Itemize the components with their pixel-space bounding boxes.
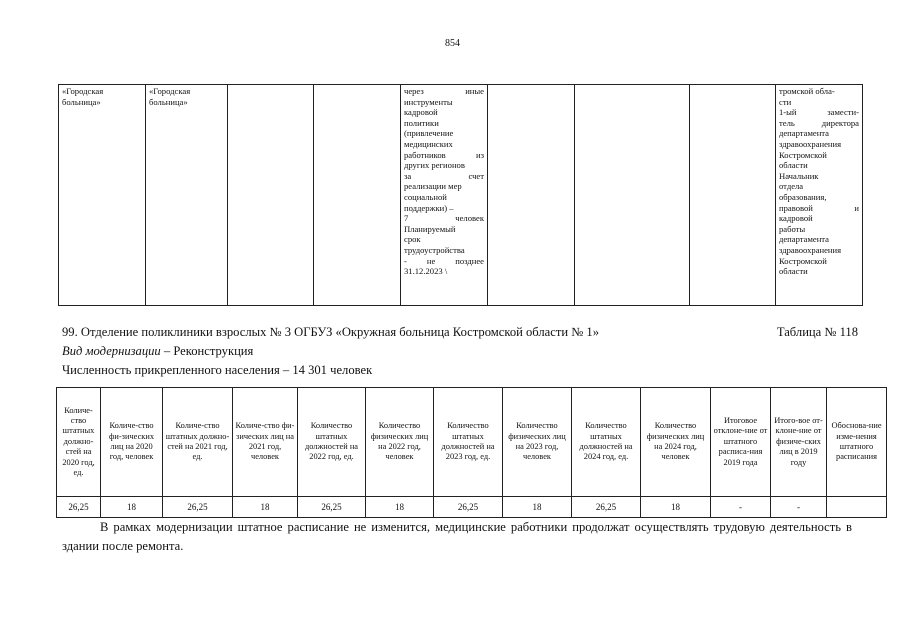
cell-line: «Городская — [149, 86, 191, 96]
cell-col6 — [488, 85, 575, 306]
table-cell: 18 — [366, 497, 434, 518]
column-header: Количе-ство штатных должно-стей на 2020 год, ед. — [57, 388, 101, 497]
cell-line: образования, — [779, 191, 827, 202]
cell-line: больница» — [62, 96, 101, 107]
table-cell: 26,25 — [163, 497, 233, 518]
cell-line: Костромской — [779, 149, 827, 160]
cell-line: сти — [779, 96, 792, 107]
cell-line: отдела — [779, 181, 804, 192]
column-header: Итого-вое от-клоне-ние от физиче-ских лиц в 2019 году — [771, 388, 827, 497]
cell-line: 1-ый замести- — [779, 107, 859, 118]
section-heading — [62, 325, 858, 340]
column-header: Обоснова-ние изме-нения штатного расписания — [827, 388, 887, 497]
column-header: Количество физических лиц на 2022 год, человек — [366, 388, 434, 497]
paragraph-text: В рамках модернизации штатное расписание не изменится, медицинские работники продолжат осуществлять трудовую деятельность в здании после ремонта. — [62, 520, 852, 553]
cell-line: правовой и — [779, 202, 859, 213]
cell-line: трудоустройства — [404, 244, 465, 255]
cell-line: тель директора — [779, 117, 859, 128]
table-cell: 26,25 — [298, 497, 366, 518]
cell-line: 31.12.2023 \ — [404, 266, 448, 277]
cell-col8 — [690, 85, 776, 306]
cell-line: «Городская — [62, 86, 104, 96]
cell-line: кадровой — [779, 213, 813, 224]
cell-line: реализации мер — [404, 181, 462, 192]
cell-line: здравоохранения — [779, 138, 842, 149]
cell-line: других регионов — [404, 160, 465, 171]
cell-col9 — [776, 85, 863, 306]
cell-line: инструменты — [404, 96, 453, 107]
column-header: Количество штатных должностей на 2024 год, ед. — [572, 388, 641, 497]
staff-table-header — [57, 388, 887, 497]
cell-line: кадровой — [404, 107, 438, 118]
cell-line: срок — [404, 234, 421, 245]
section-title: 99. Отделение поликлиники взрослых № 3 ОГБУЗ «Окружная больница Костромской области № 1» — [62, 325, 600, 339]
column-header: Количество штатных должностей на 2023 год, ед. — [434, 388, 503, 497]
cell-line: медицинских — [404, 138, 453, 149]
column-header: Количе-ство штатных должно-стей на 2021 год, ед. — [163, 388, 233, 497]
cell-line: работы — [779, 223, 806, 234]
table-row — [57, 497, 887, 518]
column-header: Итоговое отклоне-ние от штатного расписа-ния 2019 года — [711, 388, 771, 497]
table-cell: 18 — [233, 497, 298, 518]
column-header: Количество физических лиц на 2023 год, человек — [503, 388, 572, 497]
staff-table — [56, 387, 887, 518]
table-cell: - — [771, 497, 827, 518]
cell-line: Планируемый — [404, 223, 456, 234]
cell-col2 — [146, 85, 228, 306]
cell-line: области — [779, 266, 808, 277]
cell-line: за счет — [404, 170, 484, 181]
continuation-table — [58, 84, 863, 306]
cell-col7 — [575, 85, 690, 306]
cell-col5 — [401, 85, 488, 306]
modernization-label: Вид модернизации — [62, 344, 161, 358]
cell-line: области — [779, 160, 808, 171]
page-number: 854 — [445, 38, 460, 49]
table-cell: 18 — [101, 497, 163, 518]
cell-line: больница» — [149, 96, 188, 107]
table-cell: 26,25 — [572, 497, 641, 518]
cell-line: Начальник — [779, 170, 819, 181]
cell-col4 — [314, 85, 401, 306]
cell-line: социальной — [404, 191, 447, 202]
column-header: Количество штатных должностей на 2022 год, ед. — [298, 388, 366, 497]
cell-line: здравоохранения — [779, 244, 842, 255]
cell-line: Костромской — [779, 255, 827, 266]
cell-col1 — [59, 85, 146, 306]
column-header: Количе-ство фи-зических лиц на 2020 год, человек — [101, 388, 163, 497]
cell-line: через иные — [404, 86, 484, 96]
table-cell: 26,25 — [57, 497, 101, 518]
modernization-value: – Реконструкция — [160, 344, 254, 358]
body-paragraph — [62, 518, 852, 556]
table-cell: - — [711, 497, 771, 518]
table-cell: 18 — [641, 497, 711, 518]
cell-line: тромской обла- — [779, 86, 835, 96]
cell-line: 7 человек — [404, 213, 484, 224]
modernization-type — [62, 344, 253, 359]
cell-line: департамента — [779, 234, 829, 245]
table-cell: 18 — [503, 497, 572, 518]
column-header: Количество физических лиц на 2024 год, человек — [641, 388, 711, 497]
cell-line: поддержки) – — [404, 202, 454, 213]
table-cell — [827, 497, 887, 518]
cell-line: департамента — [779, 128, 829, 139]
column-header: Количе-ство фи-зических лиц на 2021 год, человек — [233, 388, 298, 497]
cell-line: - не позднее — [404, 255, 484, 266]
table-number: Таблица № 118 — [776, 325, 858, 339]
cell-line: (привлечение — [404, 128, 454, 139]
cell-line: политики — [404, 117, 439, 128]
table-cell: 26,25 — [434, 497, 503, 518]
cell-line: работников из — [404, 149, 484, 160]
cell-col3 — [228, 85, 314, 306]
population-line: Численность прикрепленного населения – 14 301 человек — [62, 363, 373, 377]
